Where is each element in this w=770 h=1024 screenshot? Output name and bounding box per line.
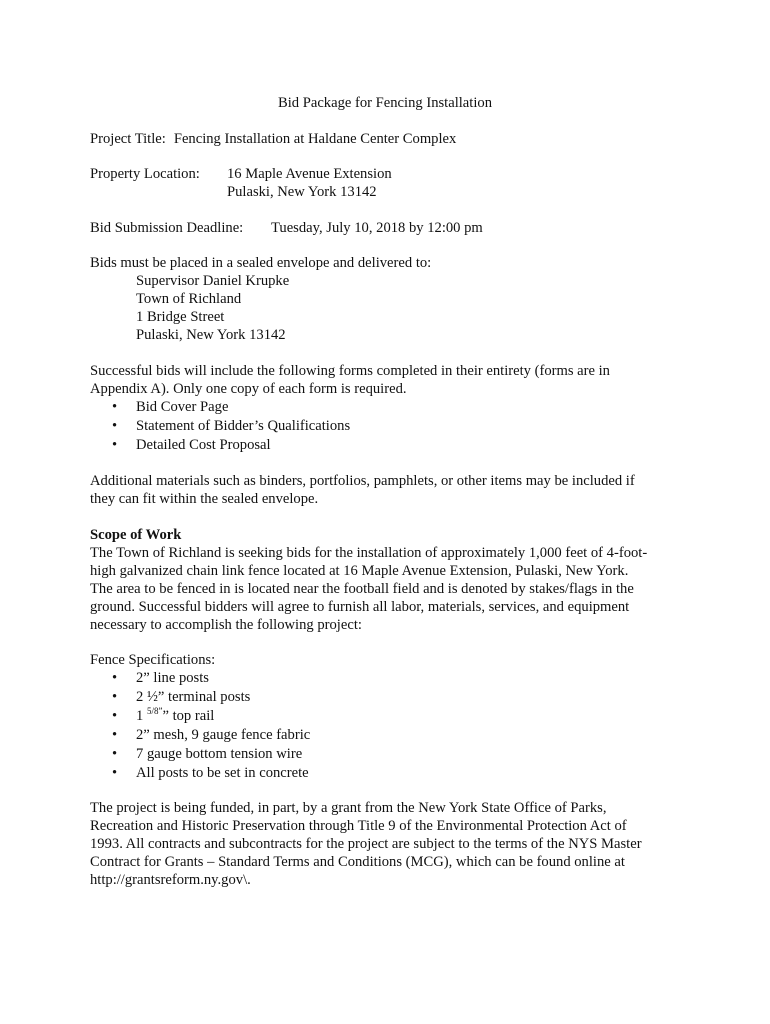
paragraph-line: Additional materials such as binders, portfolios, pamphlets, or other items may be included if <box>90 473 635 489</box>
deadline-value: Tuesday, July 10, 2018 by 12:00 pm <box>271 220 483 236</box>
forms-intro-line: Appendix A). Only one copy of each form is required. <box>90 381 407 397</box>
bullet-icon: • <box>112 765 118 781</box>
list-item: • 2” mesh, 9 gauge fence fabric <box>112 727 311 743</box>
paragraph-line: Contract for Grants – Standard Terms and Conditions (MCG), which can be found online at <box>90 854 625 870</box>
list-item: • 2 ½” terminal posts <box>112 689 251 705</box>
list-item: • 1 $^{5/8”}$” top rail <box>112 706 215 724</box>
forms-intro-line: Successful bids will include the following forms completed in their entirety (forms are in <box>90 363 610 379</box>
paragraph-line: The project is being funded, in part, by a grant from the New York State Office of Parks, <box>90 800 607 816</box>
funding-paragraph <box>90 799 680 889</box>
address-line: Pulaski, New York 13142 <box>136 327 286 343</box>
forms-section <box>90 362 680 455</box>
delivery-intro: Bids must be placed in a sealed envelope and delivered to: <box>90 255 432 271</box>
project-title-label: Project Title: <box>90 131 166 147</box>
property-location-line1: 16 Maple Avenue Extension <box>227 166 392 182</box>
scope-heading: Scope of Work <box>90 527 182 543</box>
paragraph-line: necessary to accomplish the following project: <box>90 617 362 633</box>
paragraph-line: 1993. All contracts and subcontracts for the project are subject to the terms of the NYS Master <box>90 836 642 852</box>
list-item: • 2” line posts <box>112 670 209 686</box>
project-title-value: Fencing Installation at Haldane Center Complex <box>173 131 457 147</box>
grants-link[interactable]: http://grantsreform.ny.gov\. <box>90 872 251 888</box>
address-line: Town of Richland <box>136 291 242 307</box>
list-item: • Detailed Cost Proposal <box>112 437 271 453</box>
paragraph-line: high galvanized chain link fence located at 16 Maple Avenue Extension, Pulaski, New York. <box>90 563 629 579</box>
property-location-line2: Pulaski, New York 13142 <box>227 184 377 200</box>
list-item: • Bid Cover Page <box>112 399 229 415</box>
address-line: Supervisor Daniel Krupke <box>136 273 290 289</box>
list-item: • Statement of Bidder’s Qualifications <box>112 418 351 434</box>
property-location-label: Property Location: <box>90 166 200 182</box>
list-item: • 7 gauge bottom tension wire <box>112 746 303 762</box>
deadline-label: Bid Submission Deadline: <box>90 220 244 236</box>
bullet-icon: • <box>112 399 118 415</box>
additional-materials <box>90 472 680 508</box>
paragraph-line: they can fit within the sealed envelope. <box>90 491 319 507</box>
spec-list <box>90 669 680 783</box>
spec-heading: Fence Specifications: <box>90 652 216 668</box>
bullet-icon: • <box>112 670 118 686</box>
paragraph-line: Recreation and Historic Preservation through Title 9 of the Environmental Protection Act of <box>90 818 627 834</box>
paragraph-line: The area to be fenced in is located near the football field and is denoted by stakes/flags in the <box>90 581 634 597</box>
deadline-row <box>90 219 483 237</box>
delivery-section <box>90 254 680 344</box>
project-title-row <box>90 130 456 148</box>
bullet-icon: • <box>112 727 118 743</box>
property-location-row <box>90 165 392 183</box>
list-item: • All posts to be set in concrete <box>112 765 309 781</box>
forms-list <box>90 398 680 455</box>
bullet-icon: • <box>112 418 118 434</box>
document-title: Bid Package for Fencing Installation <box>278 95 492 111</box>
scope-section <box>90 526 680 634</box>
bullet-icon: • <box>112 437 118 453</box>
fence-specifications <box>90 651 680 783</box>
bullet-icon: • <box>112 708 118 724</box>
paragraph-line: The Town of Richland is seeking bids for the installation of approximately 1,000 feet of 4-foot- <box>90 545 648 561</box>
bullet-icon: • <box>112 746 118 762</box>
paragraph-line: ground. Successful bidders will agree to furnish all labor, materials, services, and equipment <box>90 599 630 615</box>
address-line: 1 Bridge Street <box>136 309 225 325</box>
bullet-icon: • <box>112 689 118 705</box>
fraction-superscript: 5/8” <box>146 706 163 716</box>
